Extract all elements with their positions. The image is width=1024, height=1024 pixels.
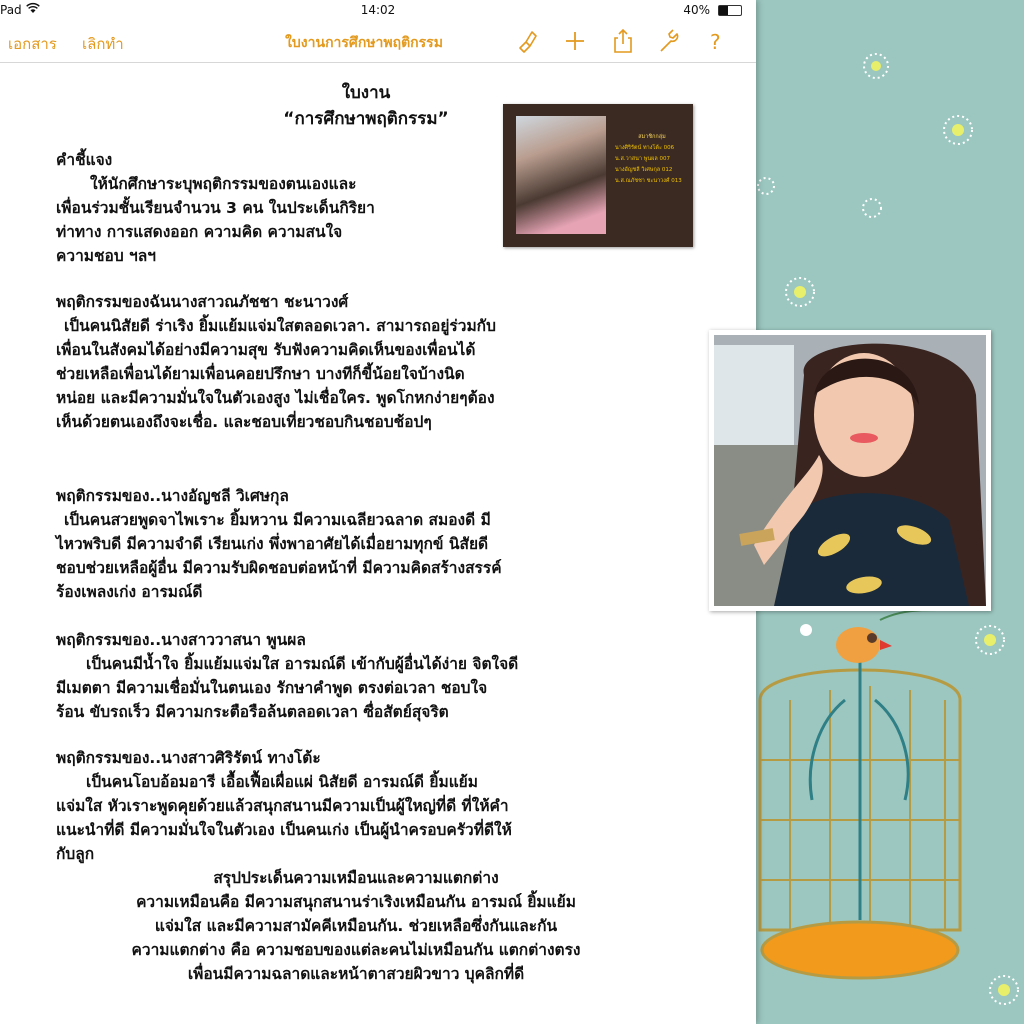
portrait-photo — [709, 330, 991, 611]
instructions-line: ความชอบ ฯลฯ — [56, 247, 156, 265]
section-friend-1 — [56, 484, 676, 604]
title-line-2: “การศึกษาพฤติกรรม” — [283, 109, 449, 129]
help-icon[interactable] — [702, 28, 728, 54]
group-photo-image — [516, 116, 606, 234]
brush-icon[interactable] — [514, 28, 540, 54]
section-heading: พฤติกรรมของ..นางอัญชลี วิเศษกุล — [56, 487, 289, 505]
section-line: แนะนำที่ดี มีความมั่นใจในตัวเอง เป็นคนเก่ง เป็นผู้นำครอบครัวที่ดีให้ — [56, 821, 512, 839]
title-line-1: ใบงาน — [341, 83, 391, 103]
add-icon[interactable] — [562, 28, 588, 54]
instructions-section — [56, 148, 496, 268]
summary-line: แจ่มใส และมีความสามัคคีเหมือนกัน. ช่วยเหลือซึ่งกันและกัน — [154, 917, 558, 935]
documents-button[interactable]: เอกสาร — [8, 35, 57, 53]
svg-text:?: ? — [710, 30, 721, 54]
portrait-image — [714, 335, 986, 606]
instructions-line: เพื่อนร่วมชั้นเรียนจำนวน 3 คน ในประเด็นกิริยา — [56, 199, 375, 217]
section-line: เป็นคนโอบอ้อมอารี เอื้อเฟื้อเผื่อแผ่ นิสัยดี อารมณ์ดี ยิ้มแย้ม — [86, 773, 478, 791]
section-line: ร้องเพลงเก่ง อารมณ์ดี — [56, 583, 203, 601]
section-line: มีเมตตา มีความเชื่อมั่นในตนเอง รักษาคำพูด ตรงต่อเวลา ชอบใจ — [56, 679, 488, 697]
instructions-heading: คำชี้แจง — [56, 151, 113, 169]
member-item: นางศิริรัตน์ ทางโต้ะ 006 — [615, 145, 675, 151]
summary-line: ความเหมือนคือ มีความสนุกสนานร่าเริงเหมือนกัน อารมณ์ ยิ้มแย้ม — [136, 893, 576, 911]
section-line: ร้อน ขับรถเร็ว มีความกระตือรือล้นตลอดเวลา ซื่อสัตย์สุจริต — [56, 703, 449, 721]
member-list — [615, 132, 689, 187]
section-line: เพื่อนในสังคมได้อย่างมีความสุข รับฟังความคิดเห็นของเพื่อนได้ — [56, 341, 476, 359]
section-line: หน่อย และมีความมั่นใจในตัวเองสูง ไม่เชื่อใคร. พูดโกหกง่ายๆต้อง — [56, 389, 495, 407]
battery-icon — [718, 5, 742, 16]
section-line: กับลูก — [56, 845, 95, 863]
member-item: น.ส.ณภัชชา ชะนาวงศ์ 013 — [615, 178, 682, 184]
member-item: นางอัญชลี วิเศษกุล 012 — [615, 167, 673, 173]
section-line: เห็นด้วยตนเองถึงจะเชื่อ. และชอบเที่ยวชอบกินชอบช้อปๆ — [56, 413, 432, 431]
section-friend-3 — [56, 746, 676, 866]
undo-button[interactable]: เลิกทำ — [82, 35, 124, 53]
wrench-icon[interactable] — [656, 28, 682, 54]
section-self — [56, 290, 676, 434]
navigation-bar — [0, 22, 756, 63]
group-photo-card — [503, 104, 693, 247]
summary-line: ความแตกต่าง คือ ความชอบของแต่ละคนไม่เหมือนกัน แตกต่างตรง — [131, 941, 581, 959]
summary-section — [56, 866, 656, 986]
summary-line: เพื่อนมีความฉลาดและหน้าตาสวยผิวขาว บุคลิกที่ดี — [187, 965, 525, 983]
section-line: เป็นคนนิสัยดี ร่าเริง ยิ้มแย้มแจ่มใสตลอดเวลา. สามารถอยู่ร่วมกับ — [64, 317, 496, 335]
section-line: ไหวพริบดี มีความจำดี เรียนเก่ง พึ่งพาอาศัยได้เมื่อยามทุกข์ นิสัยดี — [56, 535, 489, 553]
section-heading: พฤติกรรมของ..นางสาวศิริรัตน์ ทางโต้ะ — [56, 749, 321, 767]
member-item: น.ส.วาสนา พูนผล 007 — [615, 156, 670, 162]
instructions-line: ท่าทาง การแสดงออก ความคิด ความสนใจ — [56, 223, 343, 241]
section-line: เป็นคนมีน้ำใจ ยิ้มแย้มแจ่มใส อารมณ์ดี เข้ากับผู้อื่นได้ง่าย จิตใจดี — [86, 655, 519, 673]
member-list-heading: สมาชิกกลุ่ม — [638, 134, 666, 140]
section-line: เป็นคนสวยพูดจาไพเราะ ยิ้มหวาน มีความเฉลียวฉลาด สมองดี มี — [64, 511, 491, 529]
clock: 14:02 — [360, 3, 396, 17]
section-heading: พฤติกรรมของ..นางสาววาสนา พูนผล — [56, 631, 306, 649]
status-bar — [0, 0, 756, 20]
section-line: แจ่มใส หัวเราะพูดคุยด้วยแล้วสนุกสนานมีความเป็นผู้ใหญ่ที่ดี ที่ให้คำ — [56, 797, 509, 815]
device-label: Pad — [0, 3, 22, 17]
battery-percent: 40% — [683, 3, 710, 17]
section-line: ช่วยเหลือเพื่อนได้ยามเพื่อนคอยปรึกษา บางทีก็ขี้น้อยใจบ้างนิด — [56, 365, 465, 383]
document-title: ใบงานการศึกษาพฤติกรรม — [285, 35, 443, 51]
share-icon[interactable] — [610, 28, 636, 54]
section-line: ชอบช่วยเหลือผู้อื่น มีความรับผิดชอบต่อหน้าที่ มีความคิดสร้างสรรค์ — [56, 559, 502, 577]
section-heading: พฤติกรรมของฉันนางสาวณภัชชา ชะนาวงศ์ — [56, 293, 349, 311]
summary-heading: สรุปประเด็นความเหมือนและความแตกต่าง — [213, 869, 499, 887]
instructions-line: ให้นักศึกษาระบุพฤติกรรมของตนเองและ — [90, 175, 357, 193]
section-friend-2 — [56, 628, 676, 724]
